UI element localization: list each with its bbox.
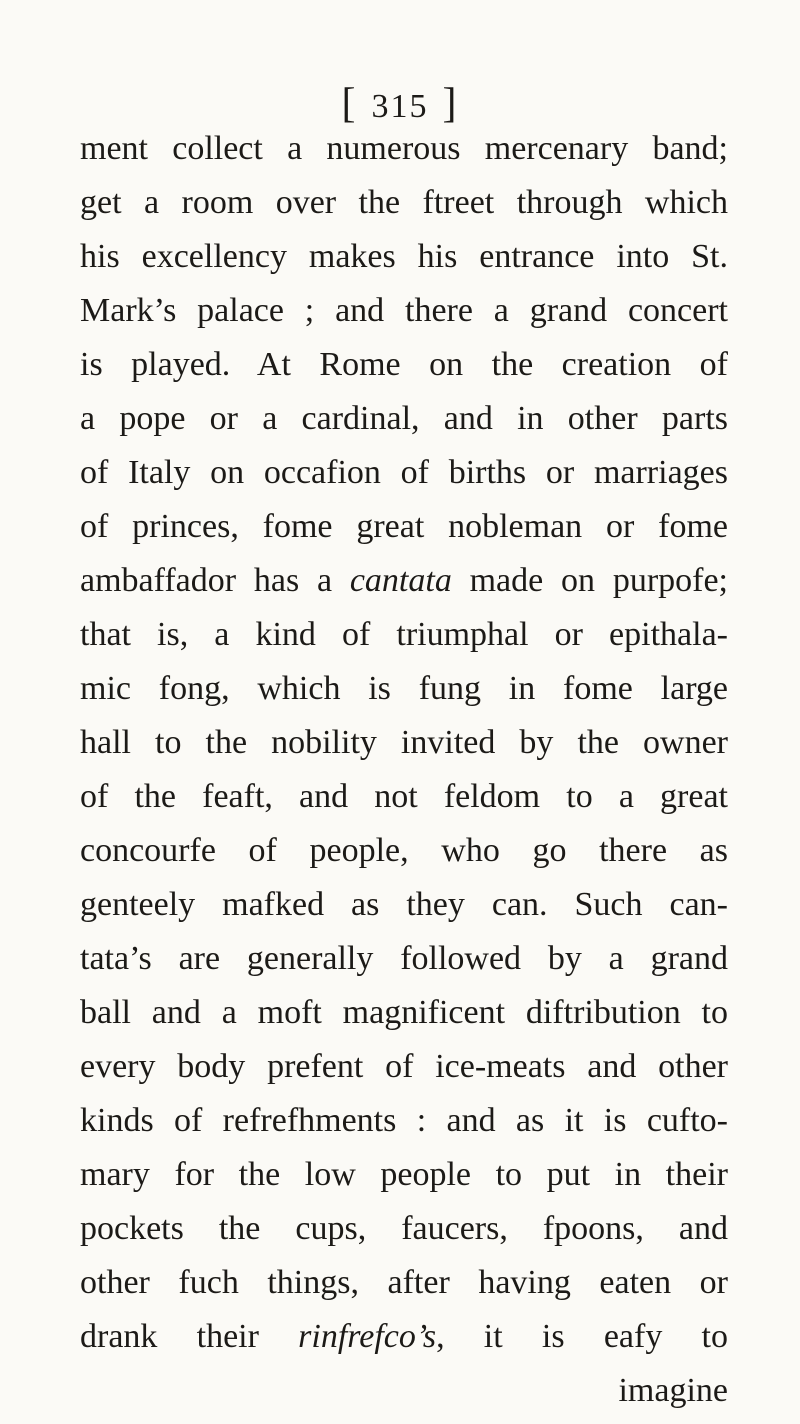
catchword-text: imagine — [618, 1372, 728, 1409]
line-text: every body prefent of ice-meats and other — [80, 1048, 728, 1085]
text-line — [80, 500, 728, 554]
line-text: of Italy on occafion of births or marriages — [80, 454, 728, 491]
text-line — [80, 824, 728, 878]
line-text: other fuch things, after having eaten or — [80, 1264, 728, 1301]
text-line — [80, 338, 728, 392]
line-text: is played. At Rome on the creation of — [80, 346, 728, 383]
text-line — [80, 1148, 728, 1202]
text-line — [80, 122, 728, 176]
text-line — [80, 878, 728, 932]
line-text: hall to the nobility invited by the owner — [80, 724, 728, 761]
line-text: of princes, fome great nobleman or fome — [80, 508, 728, 545]
text-line — [80, 446, 728, 500]
body-text — [80, 122, 728, 1418]
text-line — [80, 284, 728, 338]
line-text: tata’s are generally followed by a grand — [80, 940, 728, 977]
line-text: a pope or a cardinal, and in other parts — [80, 400, 728, 437]
catchword — [80, 1364, 728, 1418]
line-text: Mark’s palace ; and there a grand concert — [80, 292, 728, 329]
text-line — [80, 716, 728, 770]
page-number-close-bracket: ] — [442, 81, 459, 127]
text-line — [80, 770, 728, 824]
text-line — [80, 932, 728, 986]
line-text: ambaffador has a — [80, 562, 350, 599]
line-text: drank their — [80, 1318, 299, 1355]
line-text: his excellency makes his entrance into St. — [80, 238, 728, 275]
line-text: mic fong, which is fung in fome large — [80, 670, 728, 707]
text-line — [80, 1256, 728, 1310]
text-line — [80, 1310, 728, 1364]
line-text: , it is eafy to — [436, 1318, 728, 1355]
text-line — [80, 392, 728, 446]
text-line — [80, 1040, 728, 1094]
page-number-open-bracket: [ — [341, 81, 358, 127]
line-text: mary for the low people to put in their — [80, 1156, 728, 1193]
text-line — [80, 176, 728, 230]
text-line — [80, 608, 728, 662]
line-text: that is, a kind of triumphal or epithala- — [80, 616, 728, 653]
italic-term: cantata — [349, 562, 452, 599]
line-text: genteely mafked as they can. Such can- — [80, 886, 728, 923]
line-text: made on purpofe; — [451, 562, 728, 599]
page-number-value: 315 — [371, 88, 429, 125]
line-text: get a room over the ftreet through which — [80, 184, 728, 221]
line-text: pockets the cups, faucers, fpoons, and — [80, 1210, 728, 1247]
line-text: concourfe of people, who go there as — [80, 832, 728, 869]
text-line — [80, 554, 728, 608]
line-text: ball and a moft magnificent diftribution to — [80, 994, 728, 1031]
line-text: kinds of refrefhments : and as it is cufto- — [80, 1102, 728, 1139]
text-line — [80, 986, 728, 1040]
text-line — [80, 662, 728, 716]
line-text: of the feaft, and not feldom to a great — [80, 778, 728, 815]
text-line — [80, 1094, 728, 1148]
text-line — [80, 230, 728, 284]
line-text: ment collect a numerous mercenary band; — [80, 130, 728, 167]
italic-term: rinfrefco’s — [298, 1318, 437, 1355]
text-line — [80, 1202, 728, 1256]
